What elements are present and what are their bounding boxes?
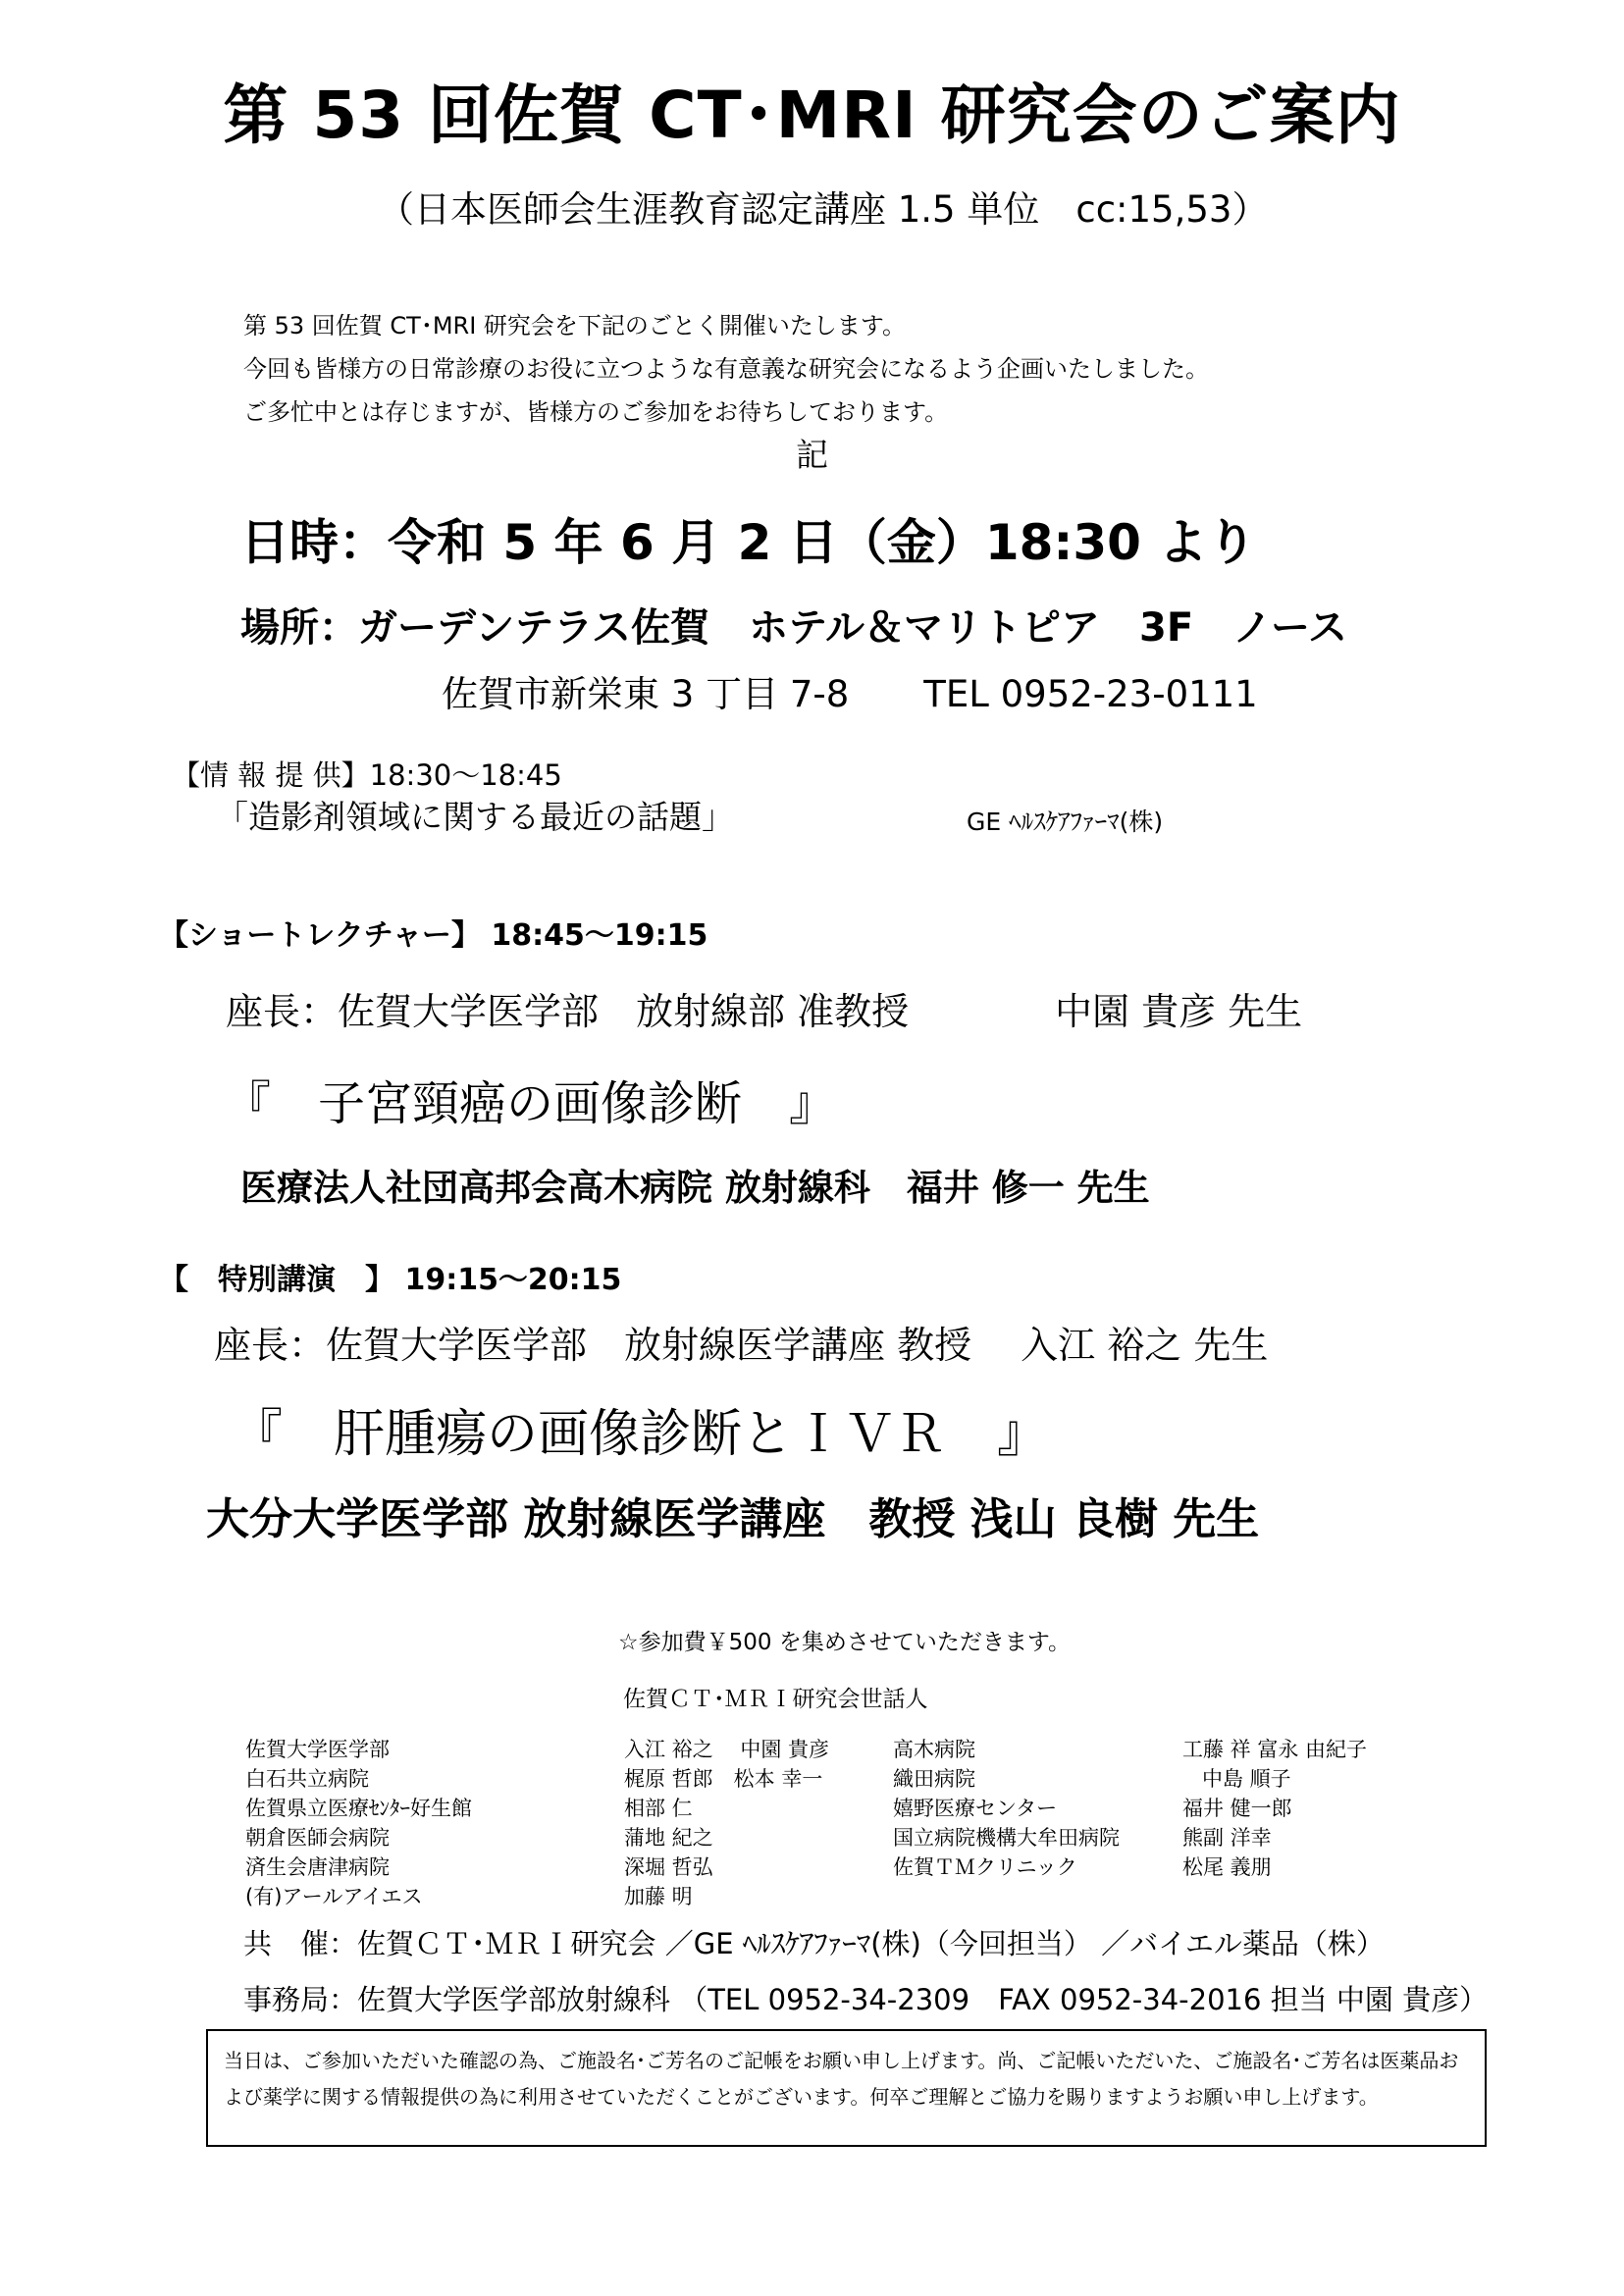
special-lecture-header: 【 特別講演 】 19:15～20:15 [159, 1263, 622, 1297]
short-lecture-chair-name: 中園 貴彦 先生 [1055, 990, 1303, 1033]
venue-address: 佐賀市新栄東 3 丁目 7-8 [442, 673, 850, 715]
participation-fee: ☆参加費￥500 を集めさせていただきます。 [618, 1630, 1071, 1655]
committee-member: 蒲地 紀之 [624, 1826, 713, 1850]
intro-paragraph [243, 304, 1209, 434]
special-lecture-speaker: 大分大学医学部 放射線医学講座 教授 浅山 良樹 先生 [206, 1494, 1260, 1544]
special-lecture-chair: 座長：佐賀大学医学部 放射線医学講座 教授 入江 裕之 先生 [214, 1324, 1269, 1367]
page-title: 第 53 回佐賀 CT･MRI 研究会のご案内 [223, 78, 1401, 153]
committee-institution: 国立病院機構大牟田病院 [893, 1826, 1120, 1850]
committee-member: 梶原 哲郎 松本 幸一 [624, 1767, 823, 1791]
page-subtitle: （日本医師会生涯教育認定講座 1.5 単位 cc:15,53） [378, 188, 1269, 231]
intro-line: 今回も皆様方の日常診療のお役に立つような有意義な研究会になるよう企画いたしました。 [243, 355, 1209, 383]
committee-member: 熊副 洋幸 [1182, 1826, 1272, 1850]
short-lecture-chair: 座長：佐賀大学医学部 放射線部 准教授 [226, 990, 910, 1033]
committee-institution: 佐賀大学医学部 [245, 1738, 390, 1761]
ki-heading: 記 [796, 436, 828, 474]
event-venue: 場所：ガーデンテラス佐賀 ホテル＆マリトピア 3F ノース [240, 605, 1347, 651]
privacy-notice-text: 当日は、ご参加いただいた確認の為、ご施設名･ご芳名のご記帳をお願い申し上げます。尚、ご記帳いただいた、ご施設名･ご芳名は医薬品および薬学に関する情報提供の為に利用させていただくことがございます。何卒ご理解とご協力を賜りますようお願い申し上げます。 [224, 2049, 1459, 2109]
short-lecture-title: 『 子宮頸癌の画像診断 』 [224, 1076, 837, 1131]
committee-member: 加藤 明 [624, 1885, 693, 1908]
committee-institution: 嬉野医療センター [893, 1797, 1058, 1820]
committee-member: 中島 順子 [1202, 1767, 1291, 1791]
info-session-topic: 「造影剤領域に関する最近の話題」 [216, 798, 734, 836]
committee-member: 工藤 祥 富永 由紀子 [1182, 1738, 1368, 1761]
privacy-notice-box [206, 2029, 1487, 2147]
short-lecture-speaker: 医療法人社団高邦会高木病院 放射線科 福井 修一 先生 [240, 1167, 1150, 1209]
event-datetime: 日時：令和 5 年 6 月 2 日（金）18:30 より [240, 514, 1257, 571]
committee-institution: (有)アールアイエス [245, 1885, 423, 1908]
committee-institution: 朝倉医師会病院 [245, 1826, 390, 1850]
committee-members-left [624, 1735, 829, 1911]
committee-institutions-right [893, 1735, 1120, 1882]
committee-member: 松尾 義朋 [1182, 1855, 1272, 1879]
intro-line: ご多忙中とは存じますが、皆様方のご参加をお待ちしております。 [243, 398, 949, 426]
intro-line: 第 53 回佐賀 CT･MRI 研究会を下記のごとく開催いたします。 [243, 312, 907, 339]
venue-address-row [442, 674, 1258, 716]
short-lecture-header: 【ショートレクチャー】 18:45～19:15 [159, 918, 708, 953]
committee-title: 佐賀ＣＴ･ＭＲＩ研究会世話人 [623, 1687, 928, 1712]
committee-institution: 佐賀ＴＭクリニック [893, 1855, 1077, 1879]
committee-institutions-left [245, 1735, 472, 1911]
co-host-line: 共 催：佐賀ＣＴ･ＭＲＩ研究会 ／GE ﾍﾙｽｹｱﾌｧｰﾏ(株)（今回担当） ／バイエル薬品（株） [243, 1927, 1385, 1960]
committee-members-right [1182, 1735, 1367, 1882]
secretariat-line: 事務局：佐賀大学医学部放射線科 （TEL 0952-34-2309 FAX 0952-34-2016 担当 中園 貴彦） [243, 1983, 1489, 2016]
info-session-header: 【情 報 提 供】18:30～18:45 [172, 758, 562, 792]
committee-member: 深堀 哲弘 [624, 1855, 713, 1879]
committee-institution: 高木病院 [893, 1738, 975, 1761]
committee-institution: 佐賀県立医療ｾﾝﾀｰ好生館 [245, 1797, 472, 1820]
special-lecture-title: 『 肝腫瘍の画像診断とＩＶＲ 』 [232, 1405, 1049, 1464]
venue-tel: TEL 0952-23-0111 [923, 673, 1258, 715]
committee-institution: 済生会唐津病院 [245, 1855, 390, 1879]
committee-member: 入江 裕之 中園 貴彦 [624, 1738, 830, 1761]
info-session-company: GE ﾍﾙｽｹｱﾌｧｰﾏ(株) [967, 808, 1164, 836]
committee-member: 福井 健一郎 [1182, 1797, 1292, 1820]
committee-member: 相部 仁 [624, 1797, 693, 1820]
committee-institution: 織田病院 [893, 1767, 975, 1791]
committee-institution: 白石共立病院 [245, 1767, 369, 1791]
